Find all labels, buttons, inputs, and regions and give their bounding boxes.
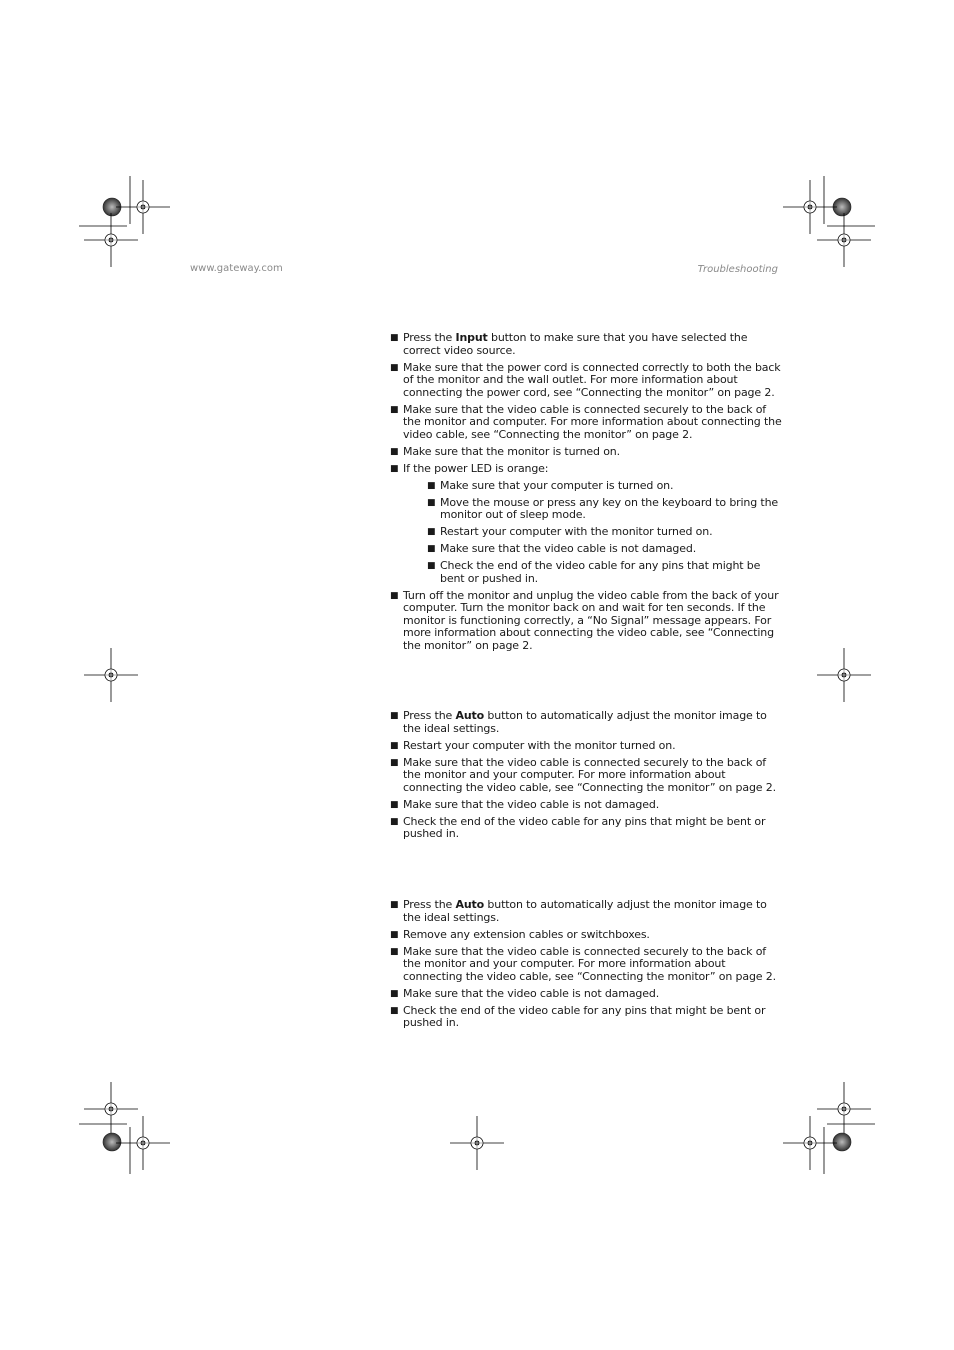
button-name-emphasis: Input [455, 331, 488, 344]
item-text: Check the end of the video cable for any pins that might be bent or pushed in. [440, 559, 761, 585]
bullet-list [390, 710, 782, 841]
list-item [390, 590, 782, 653]
item-text: Press the [403, 898, 456, 911]
bullet-list [390, 899, 782, 1030]
list-item [390, 946, 782, 984]
registration-cross [783, 180, 837, 234]
item-text: Make sure that the video cable is not damaged. [440, 542, 697, 555]
item-text: Make sure that the video cable is not damaged. [403, 797, 660, 811]
header-website: www.gateway.com [190, 263, 283, 274]
item-text: button to automatically adjust the monitor image to the ideal settings. [403, 898, 767, 924]
registration-cross [84, 213, 138, 267]
list-item [390, 988, 782, 1001]
sub-list-item [427, 480, 782, 493]
item-text: button to make sure that you have selected the correct video source. [403, 331, 748, 357]
header-section-title: Troubleshooting [697, 264, 778, 275]
bullet-list [390, 332, 782, 652]
item-text: button to automatically adjust the monitor image to the ideal settings. [403, 709, 767, 735]
item-text: If the power LED is orange: [403, 461, 549, 475]
registration-cross [783, 1116, 837, 1170]
registration-dot [833, 1133, 851, 1151]
sub-list-item [427, 560, 782, 585]
sub-list-item [427, 497, 782, 522]
sub-bullet-list [427, 480, 782, 586]
list-item [390, 710, 782, 735]
registration-cross [116, 1116, 170, 1170]
item-text: Move the mouse or press any key on the keyboard to bring the monitor out of sleep mode. [440, 495, 779, 521]
registration-cross [116, 180, 170, 234]
registration-dot [103, 198, 121, 216]
sub-list-item [427, 526, 782, 539]
list-item [390, 404, 782, 442]
sub-list-item [427, 543, 782, 556]
list-item [390, 757, 782, 795]
button-name-emphasis: Auto [455, 898, 485, 911]
list-item [390, 463, 782, 586]
troubleshooting-section-1 [390, 332, 782, 657]
item-text: Press the [403, 331, 456, 344]
list-item [390, 362, 782, 400]
registration-cross [817, 213, 871, 267]
item-text: Check the end of the video cable for any pins that might be bent or pushed in. [403, 814, 766, 840]
item-text: Make sure that the video cable is connected securely to the back of the monitor and computer. For more information about connecting the video cable, see “Connecting the monitor” on page 2. [403, 402, 782, 441]
list-item [390, 332, 782, 357]
troubleshooting-section-2 [390, 710, 782, 845]
item-text: Make sure that the video cable is connected securely to the back of the monitor and your computer. For more information about connecting the video cable, see “Connecting the monitor” on page 2. [403, 755, 776, 794]
list-item [390, 899, 782, 924]
item-text: Check the end of the video cable for any pins that might be bent or pushed in. [403, 1003, 766, 1029]
item-text: Make sure that the video cable is connected securely to the back of the monitor and your computer. For more information about connecting the video cable, see “Connecting the monitor” on page 2. [403, 944, 776, 983]
item-text: Remove any extension cables or switchboxes. [403, 927, 650, 941]
item-text: Make sure that the monitor is turned on. [403, 444, 620, 458]
item-text: Press the [403, 709, 456, 722]
registration-cross [817, 1082, 871, 1136]
registration-cross [84, 1082, 138, 1136]
item-text: Turn off the monitor and unplug the video cable from the back of your computer. Turn the monitor back on and wait for ten seconds. If the monitor is functioning correctly, a “No Signal” message appears. For more information about connecting the video cable, see “Connecting the monitor” on page 2. [403, 588, 779, 652]
registration-cross [817, 648, 871, 702]
item-text: Make sure that the video cable is not damaged. [403, 986, 660, 1000]
list-item [390, 446, 782, 459]
list-item [390, 1005, 782, 1030]
list-item [390, 929, 782, 942]
troubleshooting-section-3 [390, 899, 782, 1034]
button-name-emphasis: Auto [455, 709, 485, 722]
registration-cross [450, 1116, 504, 1170]
item-text: Restart your computer with the monitor turned on. [440, 525, 713, 538]
registration-dot [103, 1133, 121, 1151]
item-text: Make sure that the power cord is connected correctly to both the back of the monitor and the wall outlet. For more information about connecting the power cord, see “Connecting the monitor” on page 2. [403, 360, 781, 399]
list-item [390, 740, 782, 753]
list-item [390, 816, 782, 841]
list-item [390, 799, 782, 812]
registration-cross [84, 648, 138, 702]
item-text: Make sure that your computer is turned on. [440, 478, 674, 492]
registration-dot [833, 198, 851, 216]
item-text: Restart your computer with the monitor turned on. [403, 738, 676, 752]
